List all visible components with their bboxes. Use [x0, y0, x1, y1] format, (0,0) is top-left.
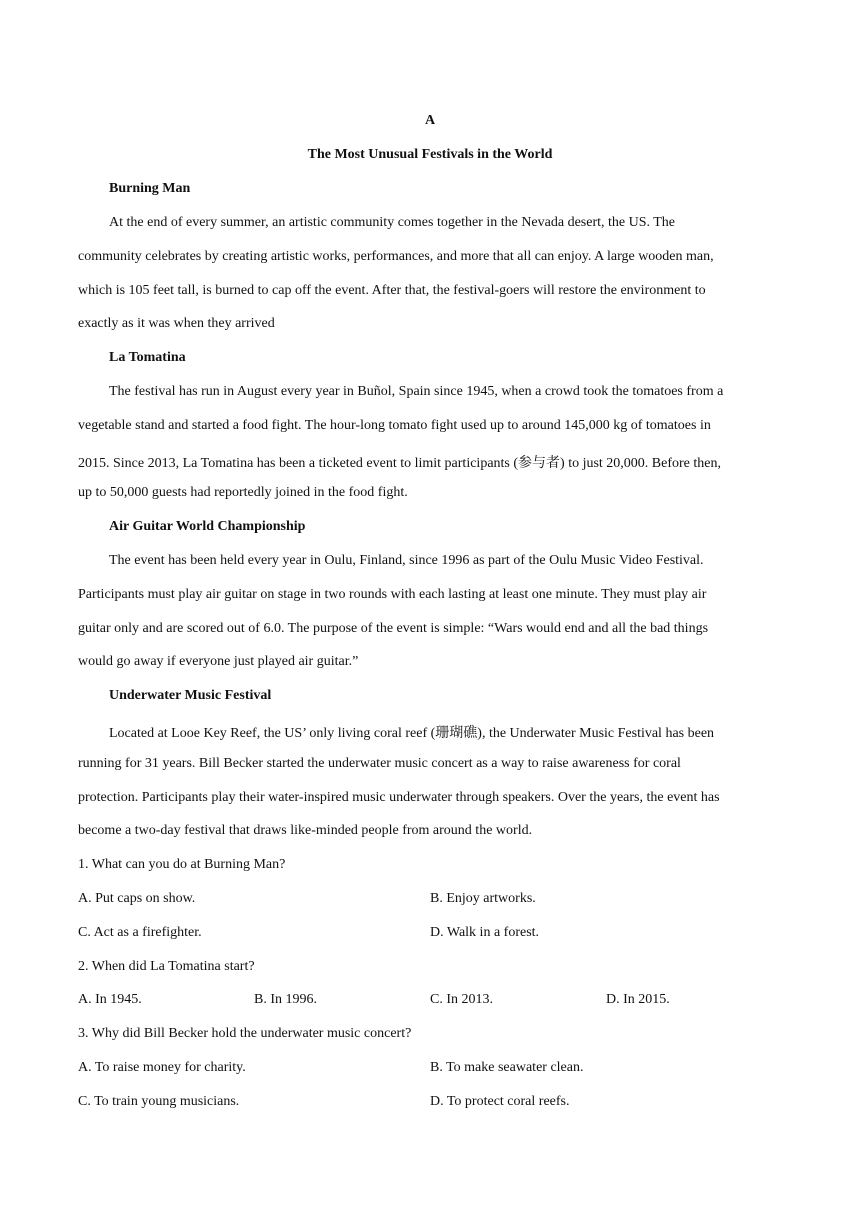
- question-stem: 3. Why did Bill Becker hold the underwater music concert?: [78, 1026, 412, 1041]
- answer-option[interactable]: A. Put caps on show.: [78, 891, 196, 906]
- paragraph-line: up to 50,000 guests had reportedly joined in the food fight.: [78, 485, 408, 500]
- question-stem: 1. What can you do at Burning Man?: [78, 857, 286, 872]
- paragraph-line: The festival has run in August every year in Buñol, Spain since 1945, when a crowd took the tomatoes from a: [109, 384, 724, 399]
- paragraph-line: 2015. Since 2013, La Tomatina has been a ticketed event to limit participants (参与者) to just 20,000. Before then,: [78, 456, 722, 471]
- paragraph-line: At the end of every summer, an artistic community comes together in the Nevada desert, the US. The: [109, 215, 676, 230]
- paragraph-line: become a two-day festival that draws like-minded people from around the world.: [78, 823, 533, 838]
- paragraph-line: protection. Participants play their water-inspired music underwater through speakers. Over the years, the event has: [78, 790, 720, 805]
- answer-option[interactable]: C. To train young musicians.: [78, 1094, 240, 1109]
- answer-option[interactable]: B. In 1996.: [254, 992, 317, 1007]
- paragraph-line: exactly as it was when they arrived: [78, 316, 275, 331]
- paragraph-line: running for 31 years. Bill Becker started the underwater music concert as a way to raise awareness for coral: [78, 756, 681, 771]
- paragraph-line: would go away if everyone just played air guitar.”: [78, 654, 359, 669]
- answer-option[interactable]: D. In 2015.: [606, 992, 670, 1007]
- answer-option[interactable]: D. Walk in a forest.: [430, 925, 540, 940]
- answer-option[interactable]: B. Enjoy artworks.: [430, 891, 536, 906]
- section-heading-la-tomatina: La Tomatina: [109, 350, 186, 365]
- paragraph-line: vegetable stand and started a food fight. The hour-long tomato fight used up to around 145,000 kg of tomatoes in: [78, 418, 711, 433]
- paragraph-line: Participants must play air guitar on stage in two rounds with each lasting at least one minute. They must play air: [78, 587, 707, 602]
- answer-option[interactable]: C. In 2013.: [430, 992, 493, 1007]
- answer-option[interactable]: B. To make seawater clean.: [430, 1060, 584, 1075]
- answer-option[interactable]: C. Act as a firefighter.: [78, 925, 202, 940]
- paragraph-line: community celebrates by creating artistic works, performances, and more that all can enjoy. A large wooden man,: [78, 249, 714, 264]
- answer-option[interactable]: A. To raise money for charity.: [78, 1060, 246, 1075]
- passage-label: A: [424, 113, 436, 128]
- paragraph-line: which is 105 feet tall, is burned to cap off the event. After that, the festival-goers will restore the environment to: [78, 283, 706, 298]
- section-heading-burning-man: Burning Man: [109, 181, 191, 196]
- answer-option[interactable]: A. In 1945.: [78, 992, 142, 1007]
- paragraph-line: guitar only and are scored out of 6.0. The purpose of the event is simple: “Wars would end and all the bad things: [78, 621, 709, 636]
- passage-title: The Most Unusual Festivals in the World: [307, 147, 553, 162]
- section-heading-underwater-music: Underwater Music Festival: [109, 688, 272, 703]
- paragraph-line: The event has been held every year in Oulu, Finland, since 1996 as part of the Oulu Music Video Festival.: [109, 553, 704, 568]
- paragraph-line: Located at Looe Key Reef, the US’ only living coral reef (珊瑚礁), the Underwater Music Festival has been: [109, 726, 715, 741]
- answer-option[interactable]: D. To protect coral reefs.: [430, 1094, 570, 1109]
- question-stem: 2. When did La Tomatina start?: [78, 959, 255, 974]
- section-heading-air-guitar: Air Guitar World Championship: [109, 519, 306, 534]
